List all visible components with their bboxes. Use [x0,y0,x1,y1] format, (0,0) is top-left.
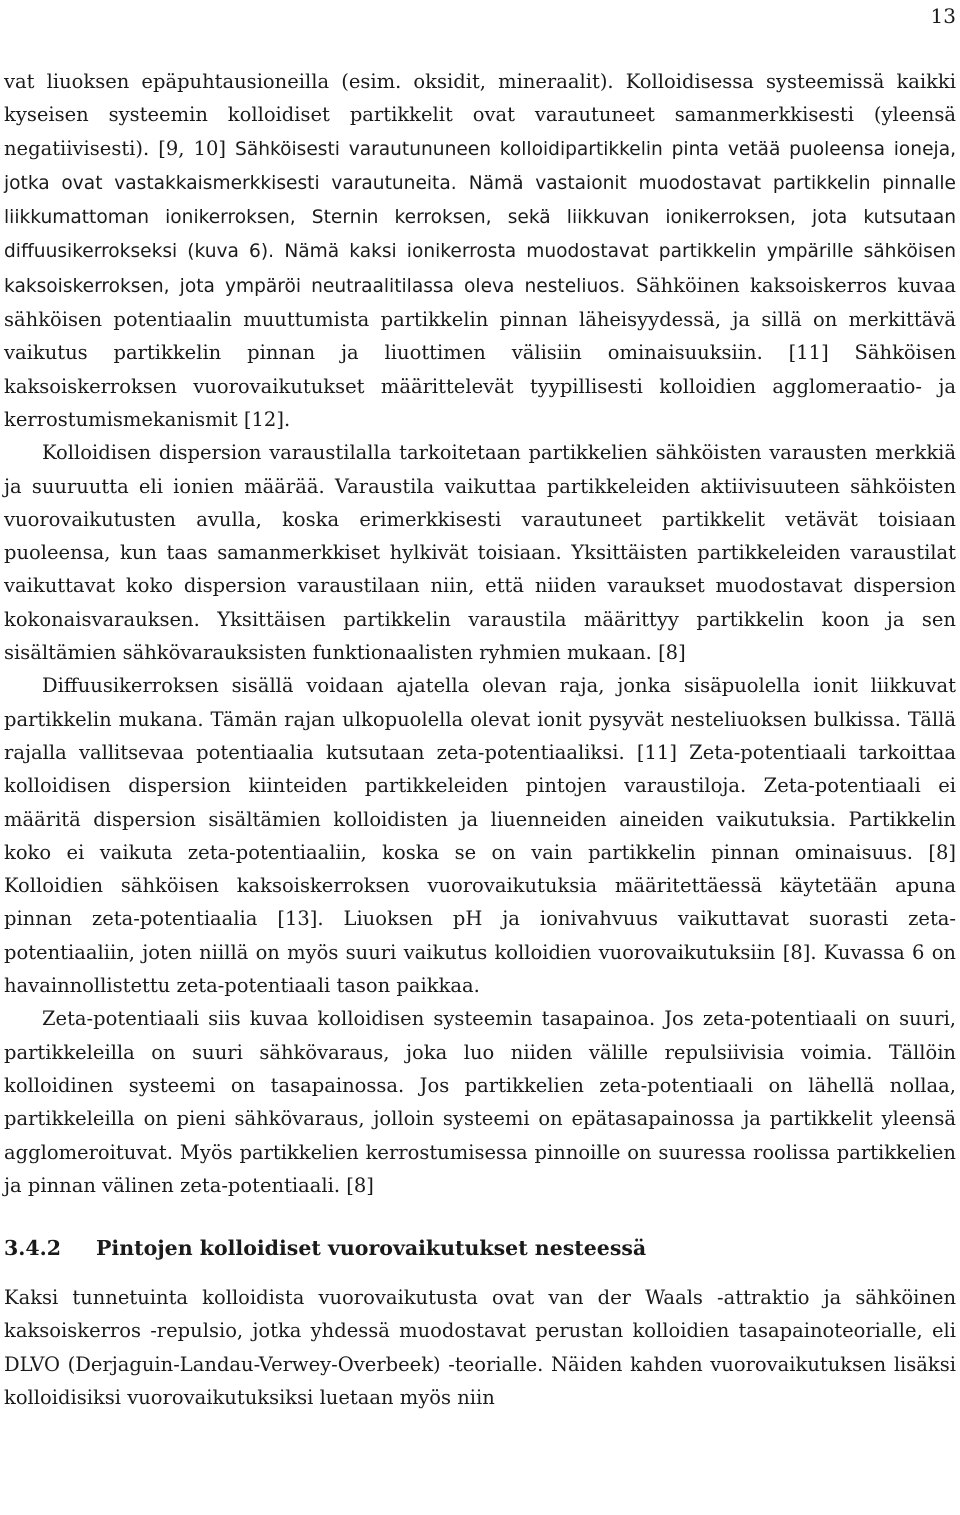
paragraph-text: Sähköisesti varautununeen kolloidipartikkelin pinta vetää puoleensa ioneja, jotka ovat vastakkaismerkkisesti varautuneita. [4,138,957,194]
page-number: 13 [930,4,956,28]
paragraph-text: Nämä vastaionit muodostavat partikkelin pinnalle liikkumattoman ionikerroksen, Sternin kerroksen, sekä liikkuvan ionikerroksen, jota kutsutaan diffuusikerrokseksi (kuva 6). [4,172,956,263]
page-body [4,65,956,1414]
paragraph-text: Nämä kaksi ionikerrosta muodostavat partikkelin ympärille sähköisen kaksoiskerroksen, jota ympäröi neutraalitilassa oleva nesteliuos. [4,241,957,297]
paragraph-system-balance: Zeta-potentiaali siis kuvaa kolloidisen systeemin tasapainoa. Jos zeta-potentiaali on suuri, partikkeleilla on suuri sähkövaraus, joka luo niiden välille repulsiivisia voimia. Tällöin kolloidinen systeemi on tasapainossa. Jos partikkelien zeta-potentiaali on lähellä nollaa, partikkeleilla on pieni sähkövaraus, jolloin systeemi on epätasapainossa ja partikkelit yleensä agglomeroituvat. Myös partikkelien kerrostumisessa pinnoille on suuressa roolissa partikkelien ja pinnan välinen zeta-potentiaali. [8] [4,1007,956,1197]
paragraph-electric-double-layer [4,65,956,436]
paragraph-zeta-potential: Diffuusikerroksen sisällä voidaan ajatella olevan raja, jonka sisäpuolella ionit liikkuvat partikkelin mukana. Tämän rajan ulkopuolella olevat ionit pysyvät nesteliuoksen bulkissa. Tällä rajalla vallitsevaa potentiaalia kutsutaan zeta-potentiaaliksi. [11] Zeta-potentiaali tarkoittaa kolloidisen dispersion kiinteiden partikkeleiden pintojen varaustiloja. Zeta-potentiaali ei määritä dispersion sisältämien kolloidisten ja liuenneiden aineiden vaikutuksia. Partikkelin koko ei vaikuta zeta-potentiaaliin, koska se on vain partikkelin pinnan ominaisuus. [8] Kolloidien sähköisen kaksoiskerroksen vuorovaikutuksia määritettäessä käytetään apuna pinnan zeta-potentiaalia [13]. Liuoksen pH ja ionivahvuus vaikuttavat suorasti zeta-potentiaaliin, joten niillä on myös suuri vaikutus kolloidien vuorovaikutuksiin [8]. Kuvassa 6 on havainnollistettu zeta-potentiaali tason paikkaa. [4,674,956,998]
paragraph-text: vat liuoksen epäpuhtausioneilla (esim. oksidit, mineraalit). Kolloidisessa systeemissä kaikki kyseisen systeemin kolloidiset partikkelit ovat varautuneet samanmerkkisesti (yleensä negatiivisesti). [9, 10] [4,70,956,160]
paragraph-charge-state: Kolloidisen dispersion varaustilalla tarkoitetaan partikkelien sähköisten varausten merkkiä ja suuruutta eli ionien määrää. Varaustila vaikuttaa partikkeleiden aktiivisuuteen sähköisten vuorovaikutusten avulla, koska erimerkkisesti varautuneet partikkelit vetävät toisiaan puoleensa, kun taas samanmerkkiset hylkivät toisiaan. Yksittäisten partikkeleiden varaustilat vaikuttavat koko dispersion varaustilaan niin, että niiden varaukset muodostavat dispersion kokonaisvarauksen. Yksittäisen partikkelin varaustila määrittyy partikkelin koon ja sen sisältämien sähkövarauksisten funktionaalisten ryhmien mukaan. [8] [4,441,956,665]
paragraph-text: Sähköinen kaksoiskerros kuvaa sähköisen potentiaalin muuttumista partikkelin pinnan läheisyydessä, ja sillä on merkittävä vaikutus partikkelin pinnan ja liuottimen välisiin ominaisuuksiin. [11] Sähköisen kaksoiskerroksen vuorovaikutukset määrittelevät tyypillisesti kolloidien agglomeraatio- ja kerrostumismekanismit [12]. [4,273,957,431]
section-number: 3.4.2 [4,1236,62,1261]
section-heading [4,1233,956,1263]
section-title: Pintojen kolloidiset vuorovaikutukset nesteessä [96,1236,647,1261]
paragraph-dlvo-intro: Kaksi tunnetuinta kolloidista vuorovaikutusta ovat van der Waals -attraktio ja sähköinen kaksoiskerros -repulsio, jotka yhdessä muodostavat perustan kolloidien tasapainoteorialle, eli DLVO (Derjaguin-Landau-Verwey-Overbeek) -teorialle. Näiden kahden vuorovaikutuksen lisäksi kolloidisiksi vuorovaikutuksiksi luetaan myös niin [4,1286,956,1409]
